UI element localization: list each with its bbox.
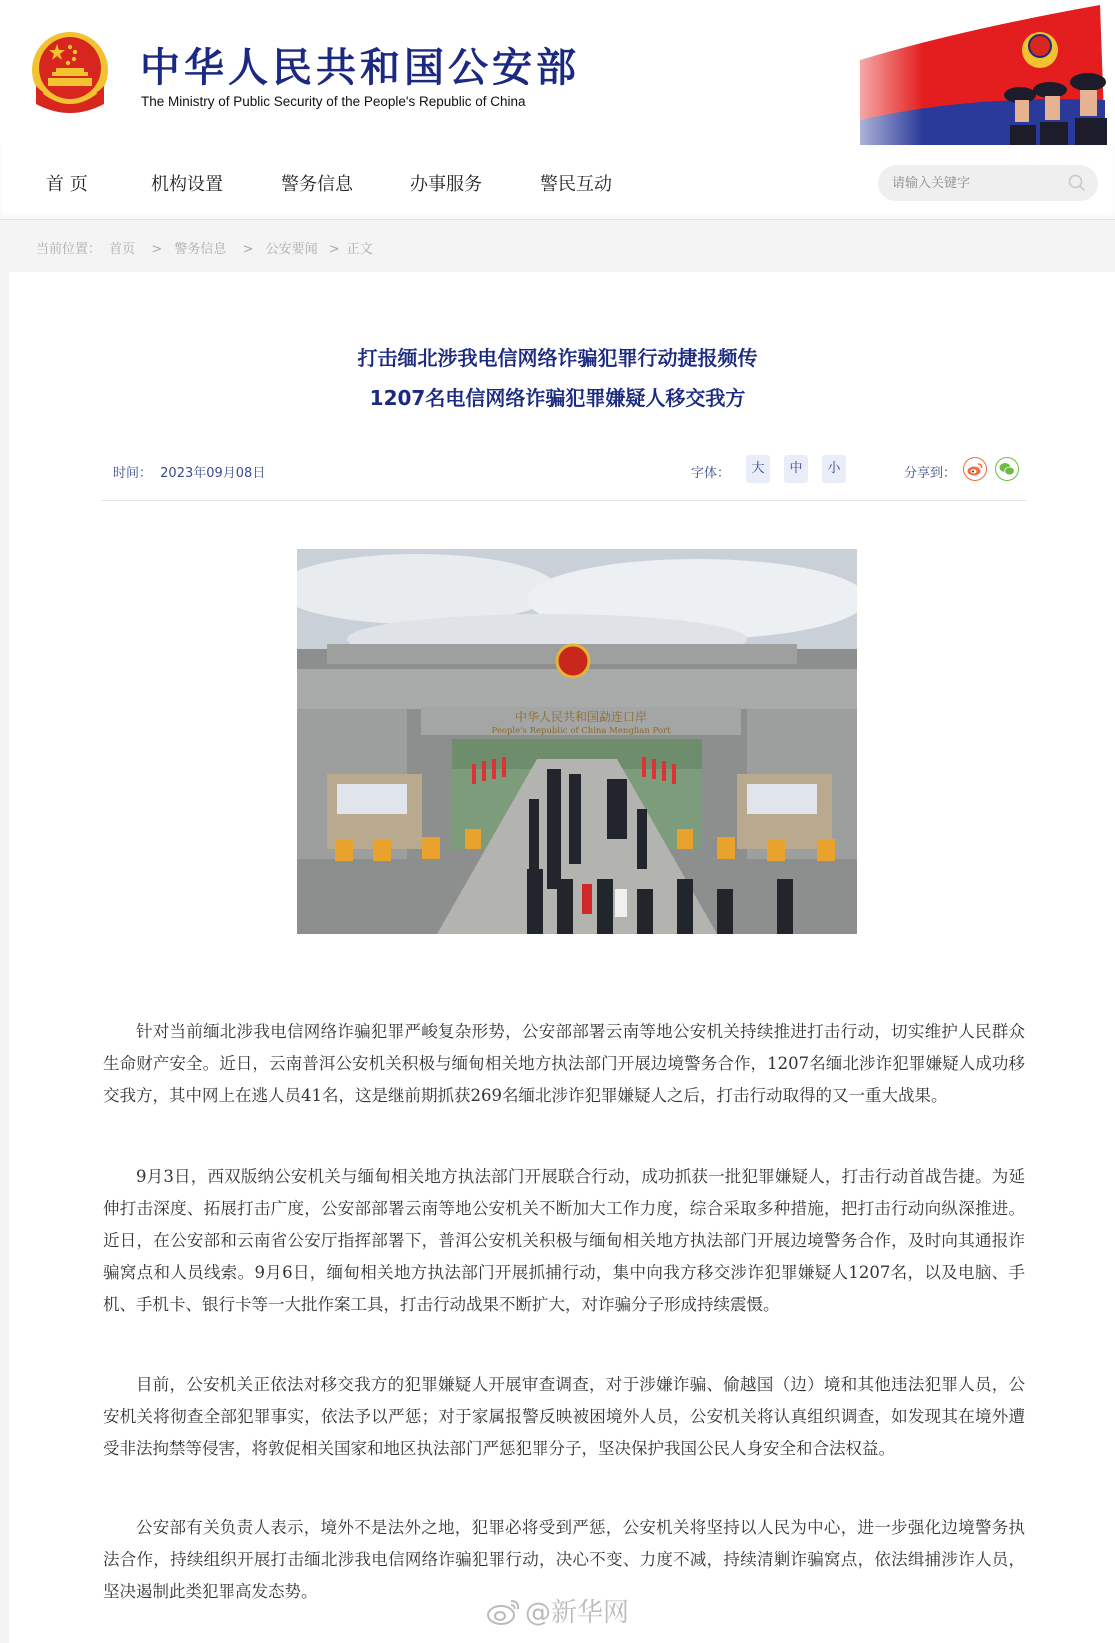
breadcrumb-current: 正文 — [346, 242, 373, 257]
site-subtitle: The Ministry of Public Security of the People's Republic of China — [141, 94, 526, 109]
photo-sign-cn: 中华人民共和国勐连口岸 — [514, 710, 648, 724]
publish-time — [113, 462, 265, 481]
nav-item-services[interactable]: 办事服务 — [410, 174, 482, 195]
breadcrumb-prefix: 当前位置： — [36, 242, 102, 257]
search-icon[interactable] — [1068, 174, 1086, 192]
font-size-small-button[interactable]: 小 — [822, 455, 846, 483]
font-size-large-button[interactable]: 大 — [746, 455, 770, 483]
wechat-icon — [999, 462, 1015, 476]
meta-divider — [102, 500, 1026, 501]
main-nav — [0, 145, 1115, 220]
breadcrumb — [36, 238, 377, 257]
site-header — [0, 0, 1115, 145]
breadcrumb-separator: > — [242, 242, 254, 257]
weibo-watermark-icon — [487, 1597, 521, 1625]
breadcrumb-police-info[interactable]: 警务信息 — [174, 242, 227, 257]
font-size-medium-button[interactable]: 中 — [784, 455, 808, 483]
article-card — [9, 272, 1115, 1643]
article-title-line-2: 1207名电信网络诈骗犯罪嫌疑人移交我方 — [369, 386, 746, 410]
weibo-icon — [967, 462, 983, 476]
share-label: 分享到： — [904, 466, 957, 481]
wechat-share-icon[interactable] — [995, 457, 1019, 481]
search-input[interactable] — [892, 165, 1062, 201]
article-paragraph: 公安部有关负责人表示，境外不是法外之地，犯罪必将受到严惩，公安机关将坚持以人民为中心，进一步强化边境警务执法合作，持续组织开展打击缅北涉我电信网络诈骗犯罪行动，决心不变、力度不减，持续清剿诈骗窝点，依法缉捕涉诈人员，坚决遏制此类犯罪高发态势。 — [103, 1518, 1025, 1601]
breadcrumb-news[interactable]: 公安要闻 — [265, 242, 318, 257]
article-photo — [297, 549, 857, 934]
breadcrumb-separator: > — [151, 242, 163, 257]
breadcrumb-separator: > — [328, 242, 340, 257]
site-title: 中华人民共和国公安部 — [140, 45, 580, 91]
nav-item-home[interactable]: 首 页 — [46, 174, 88, 195]
article-paragraph: 针对当前缅北涉我电信网络诈骗犯罪严峻复杂形势，公安部部署云南等地公安机关持续推进打击行动，切实维护人民群众生命财产安全。近日，云南普洱公安机关积极与缅甸相关地方执法部门开展边境警务合作，1207名缅北涉诈犯罪嫌疑人成功移交我方，其中网上在逃人员41名，这是继前期抓获269名缅北涉诈犯罪嫌疑人之后，打击行动取得的又一重大战果。 — [103, 1022, 1025, 1105]
watermark-text: @新华网 — [525, 1598, 630, 1628]
search-box — [878, 165, 1098, 201]
article-title-line-1: 打击缅北涉我电信网络诈骗犯罪行动捷报频传 — [357, 346, 758, 370]
time-value: 2023年09月08日 — [160, 466, 266, 481]
police-flag-banner-icon — [820, 0, 1115, 145]
photo-sign-en: People's Republic of China Menglian Port — [491, 726, 671, 736]
nav-item-police-info[interactable]: 警务信息 — [281, 174, 353, 195]
national-emblem-icon — [30, 30, 110, 116]
xinhua-watermark — [487, 1592, 629, 1629]
article-paragraph: 9月3日，西双版纳公安机关与缅甸相关地方执法部门开展联合行动，成功抓获一批犯罪嫌疑人，打击行动首战告捷。为延伸打击深度、拓展打击广度，公安部部署云南等地公安机关不断加大工作力度，综合采取多种措施，把打击行动向纵深推进。近日，在公安部和云南省公安厅指挥部署下，普洱公安机关积极与缅甸相关地方执法部门开展边境警务合作，及时向其通报诈骗窝点和人员线索。9月6日，缅甸相关地方执法部门开展抓捕行动，集中向我方移交涉诈犯罪嫌疑人1207名，以及电脑、手机、手机卡、银行卡等一大批作案工具，打击行动战果不断扩大，对诈骗分子形成持续震慑。 — [103, 1167, 1025, 1314]
time-label: 时间： — [113, 466, 153, 481]
font-size-label: 字体： — [691, 466, 731, 481]
nav-item-interaction[interactable]: 警民互动 — [540, 174, 612, 195]
weibo-share-icon[interactable] — [963, 457, 987, 481]
breadcrumb-home[interactable]: 首页 — [109, 242, 136, 257]
nav-item-organization[interactable]: 机构设置 — [151, 174, 223, 195]
article-paragraph: 目前，公安机关正依法对移交我方的犯罪嫌疑人开展审查调查，对于涉嫌诈骗、偷越国（边）境和其他违法犯罪人员，公安机关将彻查全部犯罪事实，依法予以严惩；对于家属报警反映被困境外人员，公安机关将认真组织调查，如发现其在境外遭受非法拘禁等侵害，将敦促相关国家和地区执法部门严惩犯罪分子，坚决保护我国公民人身安全和合法权益。 — [103, 1375, 1025, 1458]
